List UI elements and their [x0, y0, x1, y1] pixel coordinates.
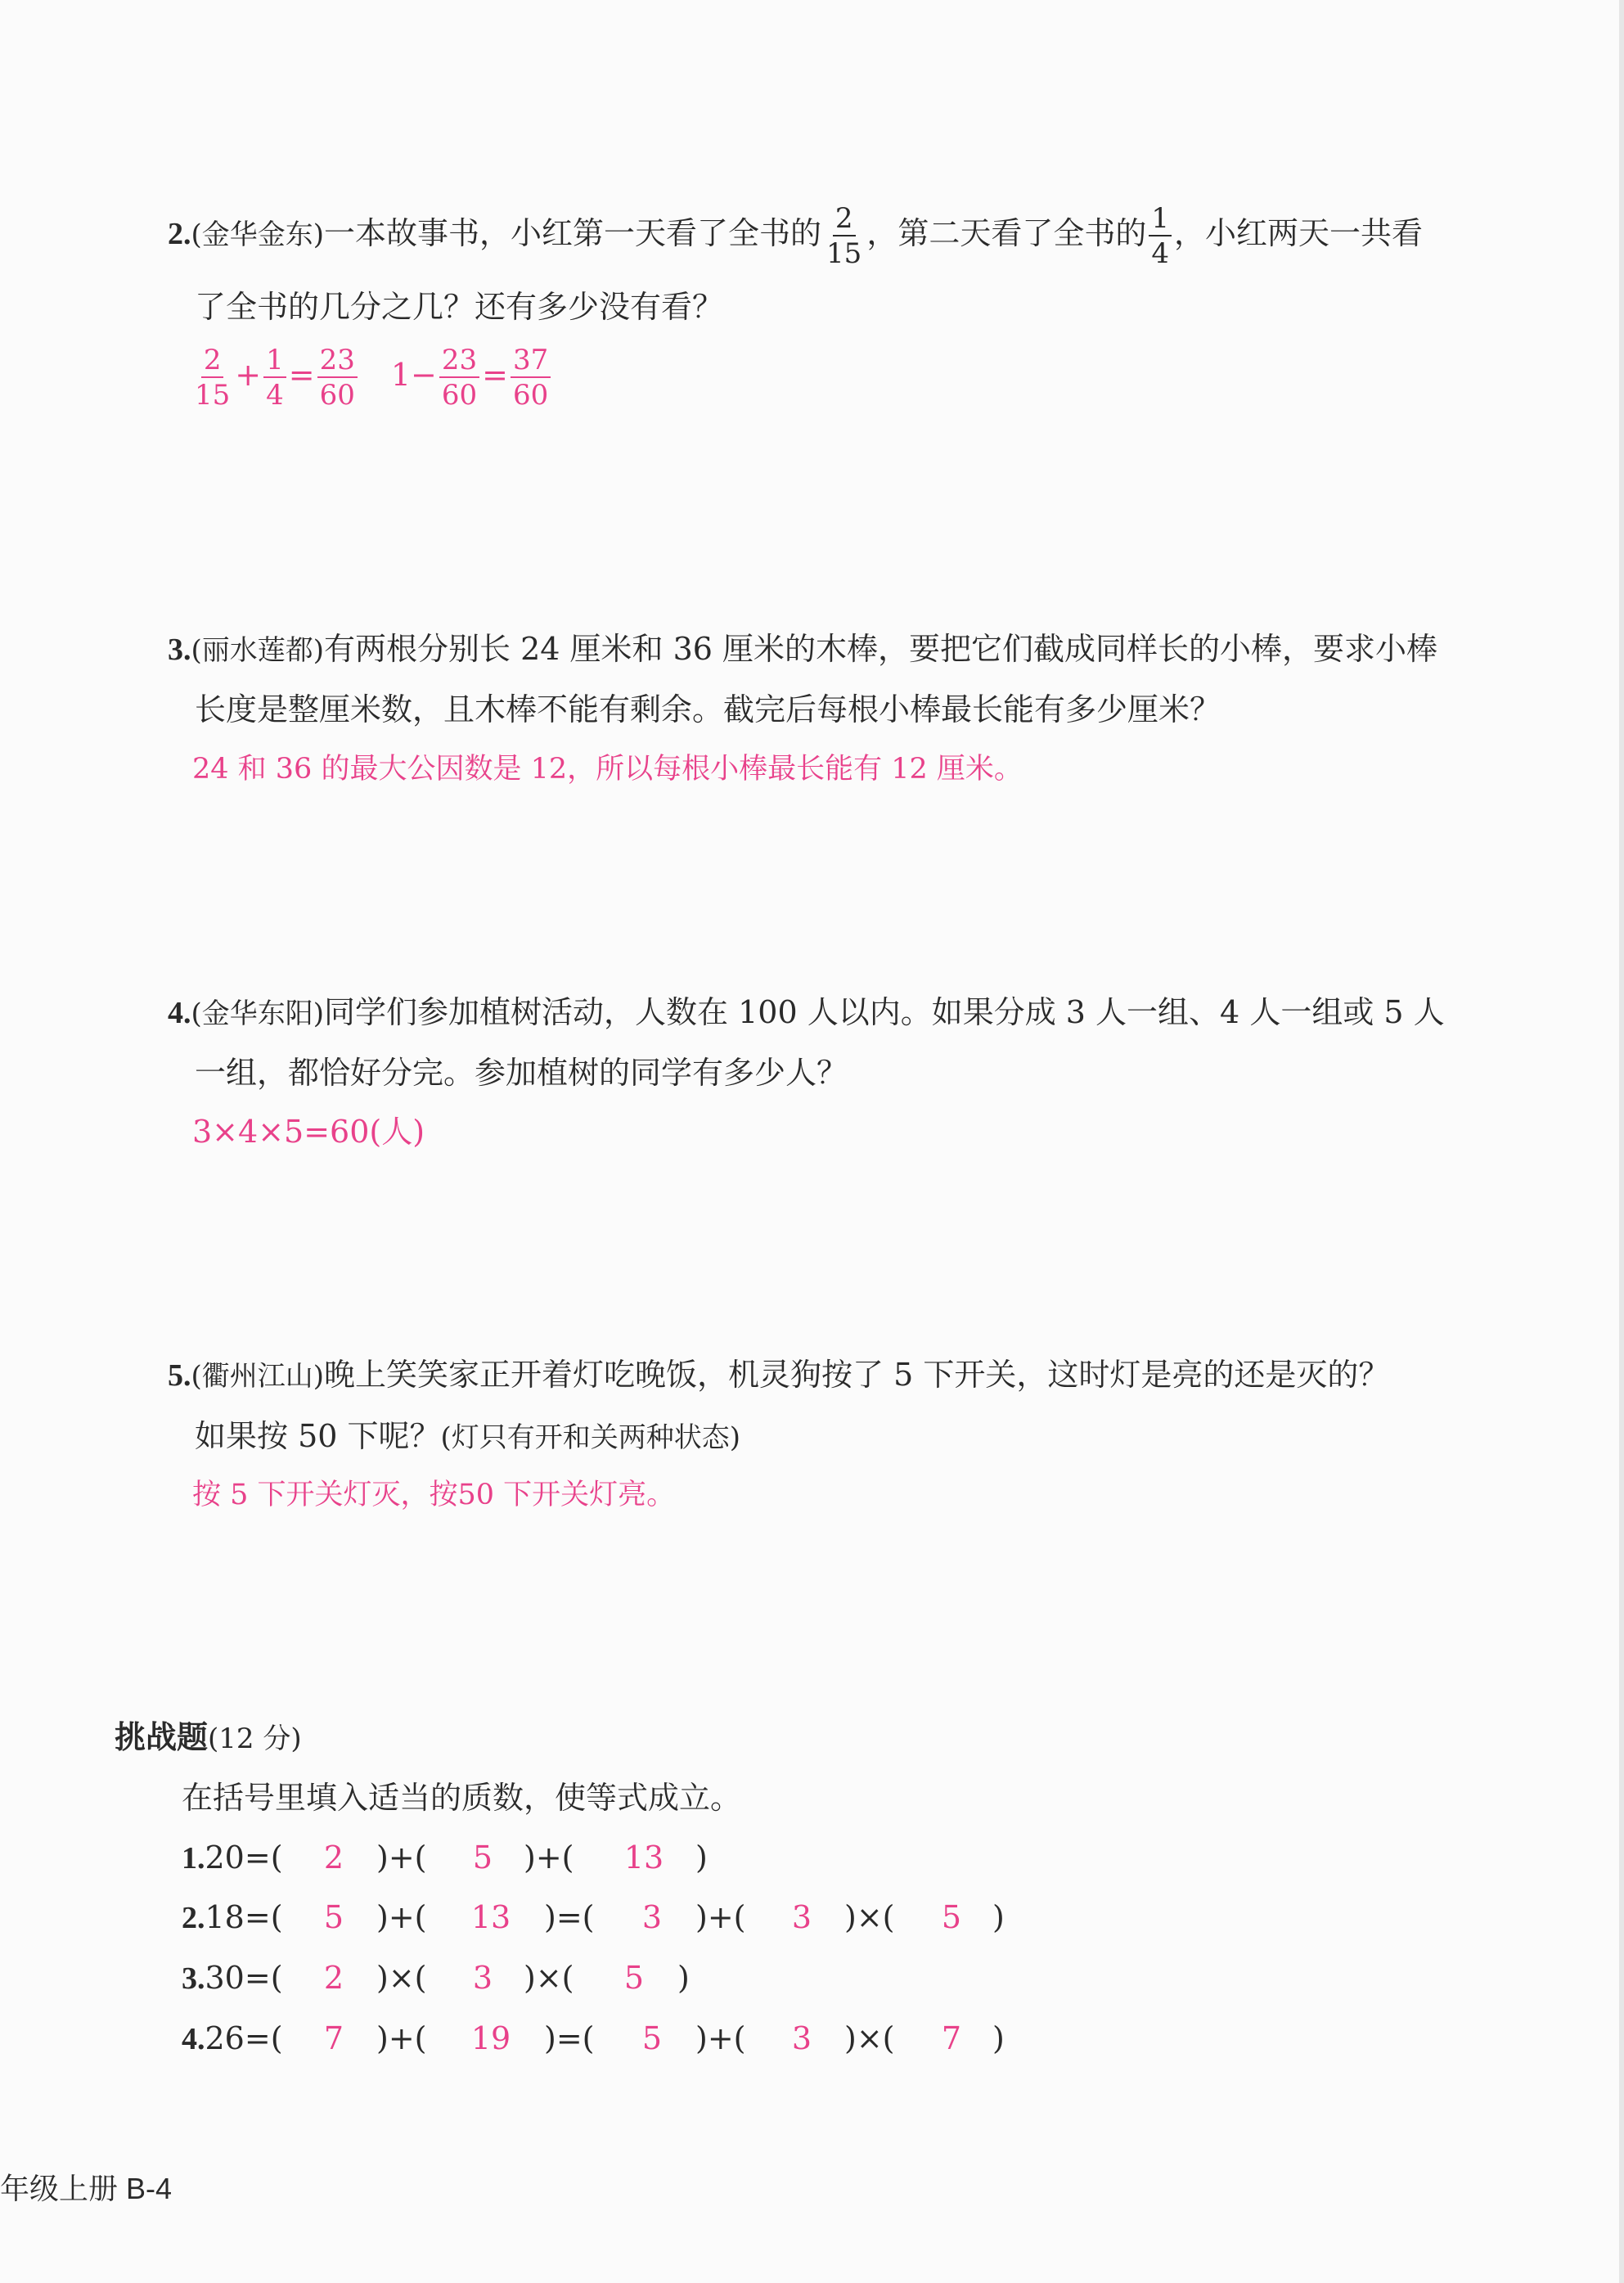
row-2-lhs: 2.18=( [182, 1899, 283, 1935]
row-1-op-1: )+( [376, 1839, 427, 1875]
row-4-op-1: )+( [376, 2020, 427, 2056]
q5-number: 5. [168, 1358, 191, 1393]
row-2-answer-2: 13 [470, 1899, 511, 1935]
q2-text-a: 一本故事书，小红第一天看了全书的 [324, 215, 822, 251]
row-1-answer-2: 5 [472, 1839, 493, 1875]
ans-plus: + [235, 357, 262, 393]
row-4-op-5: ) [992, 2020, 1005, 2056]
q4-source: (金华东阳) [191, 997, 325, 1030]
q5-text-a: 如果按 50 下呢？ [195, 1418, 441, 1454]
row-1-answer-3: 13 [623, 1839, 664, 1875]
q4-text: 同学们参加植树活动，人数在 100 人以内。如果分成 3 人一组、4 人一组或 5 人 [324, 994, 1445, 1030]
row-4-answer-4: 3 [791, 2020, 812, 2056]
q2-number: 2. [168, 217, 191, 251]
q5-text: 晚上笑笑家正开着灯吃晚饭，机灵狗按了 5 下开关，这时灯是亮的还是灭的？ [324, 1357, 1390, 1393]
row-2-answer-5: 5 [941, 1899, 962, 1935]
page-edge [1619, 0, 1624, 2283]
row-4-answer-3: 5 [641, 2020, 663, 2056]
row-3-answer-2: 3 [472, 1960, 493, 1996]
q3-number: 3. [168, 633, 191, 667]
challenge-heading [115, 1717, 302, 1759]
row-4-answer-2: 19 [470, 2020, 511, 2056]
row-1-op-3: ) [695, 1839, 708, 1875]
ans-frac-3: $\frac{23}{60}$ [317, 346, 358, 409]
row-3-op-1: )×( [376, 1960, 427, 1996]
row-2-op-5: ) [992, 1899, 1005, 1935]
q4-number: 4. [168, 996, 191, 1030]
ans-frac-1: $\frac{2}{15}$ [195, 344, 231, 412]
row-1-op-2: )+( [524, 1839, 574, 1875]
challenge-instruction: 在括号里填入适当的质数，使等式成立。 [182, 1780, 742, 1816]
q4-line1 [168, 992, 1445, 1034]
row-2-op-4: )×( [844, 1899, 895, 1935]
challenge-title: 挑战题 [115, 1718, 209, 1755]
row-2-op-1: )+( [376, 1899, 427, 1935]
ans-eq1: = [288, 357, 315, 393]
page-footer: 年级上册 B-4 [0, 2172, 173, 2205]
q2-source: (金华金东) [191, 218, 325, 251]
ans-one-minus: 1− [390, 357, 437, 393]
q5-line2 [195, 1416, 740, 1458]
row-3-op-3: ) [677, 1960, 690, 1996]
row-4-answer-5: 7 [941, 2020, 962, 2056]
row-1-answer-1: 2 [323, 1839, 344, 1875]
q2-text-c: ，小红两天一共看 [1173, 215, 1423, 251]
q2-fraction-1: $\frac{2}{15}$ [826, 202, 862, 270]
q5-line1 [168, 1354, 1389, 1397]
row-2-answer-1: 5 [323, 1899, 344, 1935]
row-3-op-2: )×( [524, 1960, 574, 1996]
q5-source: (衢州江山) [191, 1360, 325, 1393]
q4-answer: 3×4×5=60(人) [192, 1114, 425, 1150]
row-2-op-2: )=( [544, 1899, 595, 1935]
q3-text: 有两根分别长 24 厘米和 36 厘米的木棒，要把它们截成同样长的小棒，要求小棒 [324, 631, 1438, 667]
row-4-op-4: )×( [844, 2020, 895, 2056]
q3-line2: 长度是整厘米数，且木棒不能有剩余。截完后每根小棒最长能有多少厘米？ [195, 691, 1221, 727]
q5-answer: 按 5 下开关灯灭，按50 下开关灯亮。 [192, 1479, 676, 1511]
row-3-lhs: 3.30=( [182, 1960, 283, 1996]
q2-text-b: ，第二天看了全书的 [866, 215, 1147, 251]
row-2-op-3: )+( [695, 1899, 746, 1935]
q2-answer [190, 344, 553, 412]
q2-fraction-2: $\frac{1}{4}$ [1149, 205, 1172, 268]
q4-line2: 一组，都恰好分完。参加植树的同学有多少人？ [195, 1055, 848, 1091]
q3-source: (丽水莲都) [191, 634, 325, 667]
row-4-answer-1: 7 [323, 2020, 344, 2056]
q2-line1 [168, 202, 1423, 270]
row-1-lhs: 1.20=( [182, 1839, 283, 1875]
row-4-op-3: )+( [695, 2020, 746, 2056]
row-3-answer-1: 2 [323, 1960, 344, 1996]
q3-line1 [168, 628, 1437, 671]
q3-answer: 24 和 36 的最大公因数是 12，所以每根小棒最长能有 12 厘米。 [192, 753, 1023, 786]
row-2-answer-3: 3 [641, 1899, 663, 1935]
row-4-lhs: 4.26=( [182, 2020, 283, 2056]
challenge-score: (12 分) [208, 1722, 302, 1755]
row-3-answer-3: 5 [623, 1960, 645, 1996]
ans-eq2: = [482, 357, 508, 393]
row-4-op-2: )=( [544, 2020, 595, 2056]
ans-frac-2: $\frac{1}{4}$ [263, 346, 286, 409]
ans-frac-4: $\frac{23}{60}$ [439, 346, 479, 409]
q2-line2: 了全书的几分之几？还有多少没有看？ [195, 289, 724, 325]
q5-note: (灯只有开和关两种状态) [440, 1421, 741, 1454]
row-2-answer-4: 3 [791, 1899, 812, 1935]
ans-frac-5: $\frac{37}{60}$ [511, 346, 551, 409]
